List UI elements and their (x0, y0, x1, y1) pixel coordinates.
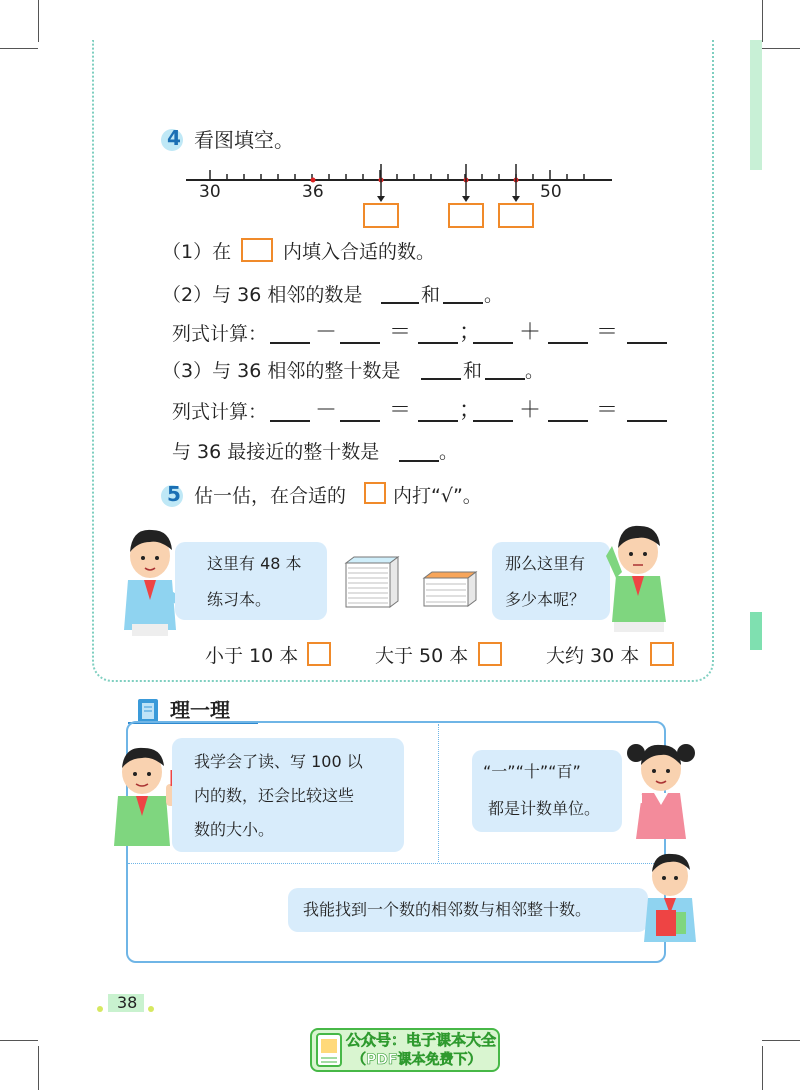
blank-q3-a[interactable] (421, 378, 461, 380)
crop-mark (762, 1040, 800, 1041)
answer-box-1[interactable] (363, 203, 399, 228)
blank-calc1-3[interactable] (418, 342, 458, 344)
blank-calc1-2[interactable] (340, 342, 380, 344)
arrow-3 (512, 164, 520, 202)
problem-4-title: 看图填空。 (194, 128, 294, 152)
ebook-logo-icon (316, 1033, 342, 1067)
arrow-2 (462, 164, 470, 202)
side-tab (750, 40, 762, 170)
equals-sign: ＝ (389, 398, 412, 423)
blank-calc2-2[interactable] (340, 420, 380, 422)
q1-box-sample (241, 238, 273, 262)
plus-sign: ＋ (519, 398, 542, 423)
q2-and: 和 (421, 284, 441, 306)
summary-bubble-1-line-2: 内的数，还会比较这些 (194, 786, 355, 805)
summary-bubble-2-line-1: “一”“十”“百” (483, 762, 581, 781)
bubble-left-line-2: 练习本。 (207, 590, 272, 609)
crop-mark (0, 1040, 38, 1041)
option-label-1: 小于 10 本 (205, 645, 299, 667)
footer-line-2: （PDF课本免费下） (352, 1052, 482, 1068)
q3-and: 和 (463, 360, 483, 382)
equals-sign: ＝ (596, 320, 619, 345)
girl-illustration (620, 735, 700, 845)
option-checkbox-2[interactable] (478, 642, 502, 666)
blank-calc2-4[interactable] (473, 420, 513, 422)
divider-vertical (438, 724, 439, 862)
blank-q3-b[interactable] (485, 378, 525, 380)
option-label-2: 大于 50 本 (375, 645, 469, 667)
crop-mark (762, 0, 763, 42)
crop-mark (762, 48, 800, 49)
option-checkbox-1[interactable] (307, 642, 331, 666)
summary-bubble-1-line-3: 数的大小。 (194, 820, 275, 839)
calc-label-1: 列式计算： (172, 323, 268, 345)
bubble-left-line-1: 这里有 48 本 (207, 554, 302, 573)
q1-label: （1）在 (162, 241, 232, 263)
blank-calc2-3[interactable] (418, 420, 458, 422)
title-box-sample (364, 482, 386, 504)
problem-4-number: 4 (167, 126, 181, 150)
problem-5-title-tail: 内打“√”。 (393, 485, 482, 507)
notebook-stack-small-icon (418, 570, 478, 610)
tick-label-50: 50 (540, 182, 562, 202)
semicolon: ； (459, 320, 482, 345)
bubble-right-line-2: 多少本呢？ (505, 590, 586, 609)
q3-end: 。 (525, 360, 545, 382)
summary-bubble-2-line-2: 都是计数单位。 (488, 799, 601, 818)
crop-mark (762, 1046, 763, 1090)
equals-sign: ＝ (389, 320, 412, 345)
plus-sign: ＋ (519, 320, 542, 345)
blank-calc2-5[interactable] (548, 420, 588, 422)
problem-5-number: 5 (167, 482, 181, 506)
blank-calc1-6[interactable] (627, 342, 667, 344)
page-number-dots (148, 1006, 154, 1012)
minus-sign: － (315, 320, 338, 345)
page-number-dots (97, 1006, 103, 1012)
q2-text: （2）与 36 相邻的数是 (162, 284, 363, 306)
notebook-stack-48-icon (340, 555, 400, 611)
blank-closest[interactable] (399, 460, 439, 462)
tick-label-36: 36 (302, 182, 324, 202)
boy-with-book-illustration (636, 846, 706, 946)
boy-right-illustration (600, 516, 680, 636)
option-label-3: 大约 30 本 (546, 645, 640, 667)
semicolon: ； (459, 398, 482, 423)
divider-horizontal (128, 863, 664, 864)
crop-mark (38, 1046, 39, 1090)
footer-line-1: 公众号：电子课本大全 (346, 1031, 497, 1049)
bubble-right-line-1: 那么这里有 (505, 554, 586, 573)
blank-calc2-1[interactable] (270, 420, 310, 422)
equals-sign: ＝ (596, 398, 619, 423)
blank-calc1-5[interactable] (548, 342, 588, 344)
calc-label-2: 列式计算： (172, 401, 268, 423)
arrow-1 (377, 164, 385, 202)
problem-5-title: 估一估，在合适的 (194, 485, 347, 507)
q1-tail: 内填入合适的数。 (283, 241, 436, 263)
crop-mark (38, 0, 39, 42)
blank-calc2-6[interactable] (627, 420, 667, 422)
q2-end: 。 (484, 284, 504, 306)
summary-bubble-3-text: 我能找到一个数的相邻数与相邻整十数。 (303, 900, 592, 919)
minus-sign: － (315, 398, 338, 423)
blank-calc1-1[interactable] (270, 342, 310, 344)
closest-end: 。 (439, 441, 459, 463)
answer-box-2[interactable] (448, 203, 484, 228)
section-heading: 理一理 (170, 698, 230, 722)
blank-q2-b[interactable] (443, 302, 483, 304)
side-tab-active (750, 612, 762, 650)
option-checkbox-3[interactable] (650, 642, 674, 666)
answer-box-3[interactable] (498, 203, 534, 228)
tick-label-30: 30 (199, 182, 221, 202)
summary-bubble-1-line-1: 我学会了读、写 100 以 (194, 752, 363, 771)
closest-text: 与 36 最接近的整十数是 (172, 441, 380, 463)
blank-q2-a[interactable] (381, 302, 419, 304)
q3-text: （3）与 36 相邻的整十数是 (162, 360, 401, 382)
page-number: 38 (117, 993, 138, 1012)
crop-mark (0, 48, 38, 49)
blank-calc1-4[interactable] (473, 342, 513, 344)
